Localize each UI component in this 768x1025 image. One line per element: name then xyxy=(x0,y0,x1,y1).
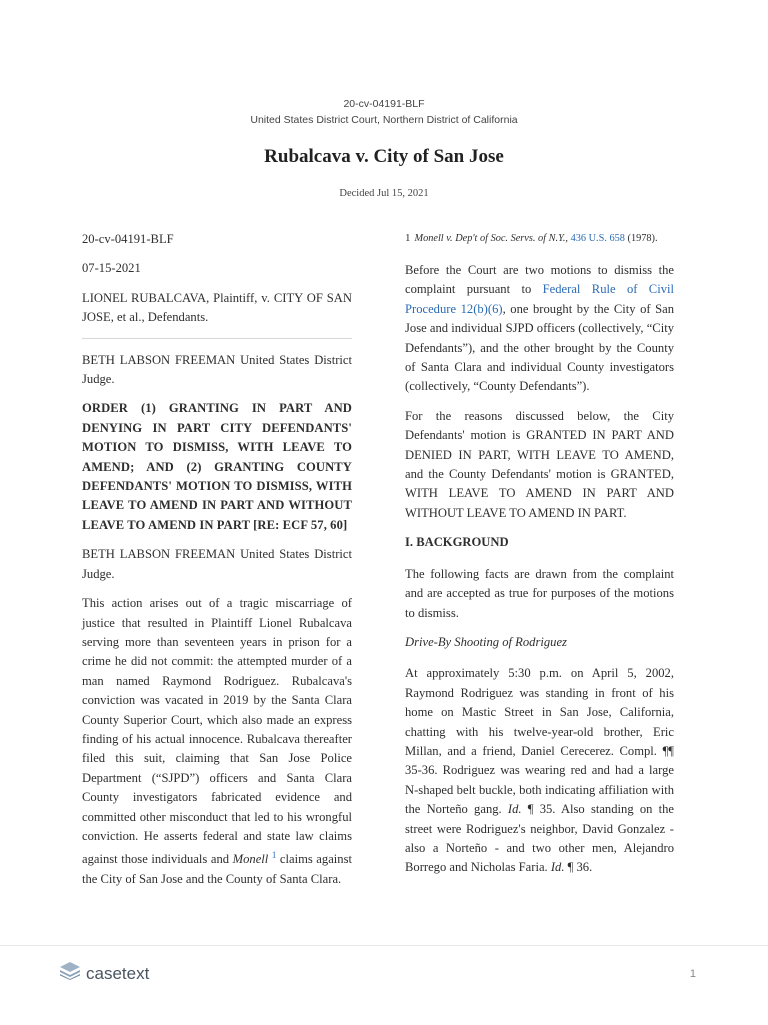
page-footer xyxy=(0,945,768,1025)
intro-text-b: claims against the City of San Jose and the County of Santa Clara. xyxy=(82,852,352,886)
right-column xyxy=(405,230,674,888)
case-title: Rubalcava v. City of San Jose xyxy=(264,146,504,167)
filing-date: 07-15-2021 xyxy=(82,261,141,276)
shooting-text-c: ¶ 36. xyxy=(567,860,593,875)
footnote-citation-link[interactable]: 436 U.S. 658 xyxy=(570,233,625,244)
subheading: Drive-By Shooting of Rodriguez xyxy=(405,634,567,649)
docket-number: 20-cv-04191-BLF xyxy=(82,232,174,246)
id-cite-2: Id. xyxy=(550,860,565,875)
decided-date: Decided Jul 15, 2021 xyxy=(339,188,429,199)
casetext-logo[interactable] xyxy=(60,962,149,985)
id-cite-1: Id. xyxy=(507,802,522,817)
parties: LIONEL RUBALCAVA, Plaintiff, v. CITY OF SAN JOSE, et al., Defendants. xyxy=(82,290,352,325)
header-docket: 20-cv-04191-BLF xyxy=(343,98,425,110)
footnote-case: Monell v. Dep't of Soc. Servs. of N.Y., xyxy=(414,233,568,244)
shooting-paragraph xyxy=(405,664,674,877)
casetext-logo-icon xyxy=(60,962,80,985)
header-court: United States District Court, Northern District of California xyxy=(250,114,518,126)
footnote-1 xyxy=(405,230,674,247)
footnote-ref-1[interactable]: 1 xyxy=(271,850,277,861)
section-heading: I. BACKGROUND xyxy=(405,535,509,550)
motions-paragraph xyxy=(405,261,674,397)
shooting-text-a: At approximately 5:30 p.m. on April 5, 2002, Raymond Rodriguez was standing in front of his home on Mastic Street in San Jose, California, chatting with his twelve-year-old brother, Eric Millan, and a friend, Daniel Cerecerez. Compl. ¶¶ 35-36. Rodriguez was wearing red and had a large N-shaped belt buckle, both indicating affiliation with the Norteño gang. xyxy=(405,666,674,817)
ruling-paragraph: For the reasons discussed below, the City Defendants' motion is GRANTED IN PART AND DENIED IN PART, WITH LEAVE TO AMEND, and the County Defendants' motion is GRANTED, WITH LEAVE TO AMEND IN PART AND WITHOUT LEAVE TO AMEND IN PART. xyxy=(405,408,674,520)
shooting-text-b: ¶ 35. Also standing on the street were Rodriguez's neighbor, David Gonzalez - also a Norteño - and two other men, Alejandro Borrego and Nicholas Faria. xyxy=(405,802,675,875)
brand-name: casetext xyxy=(86,963,150,983)
left-column xyxy=(82,230,352,899)
document-header xyxy=(0,96,768,128)
intro-paragraph xyxy=(82,594,352,889)
footnote-year: (1978). xyxy=(627,233,658,244)
intro-text-a: This action arises out of a tragic miscarriage of justice that resulted in Plaintiff Lionel Rubalcava serving more than seventeen years in prison for a crime he did not commit: the attempted murder of a man named Raymond Rodriguez. Rubalcava's conviction was vacated in 2019 by the Santa Clara County Superior Court, which also made an express finding of his actual innocence. Rubalcava thereafter filed this suit, claiming that San Jose Police Department (“SJPD”) officers and Santa Clara County investigators fabricated evidence and committed other misconduct that led to his wrongful conviction. He asserts federal and state law claims against those individuals and xyxy=(82,596,352,867)
page-number: 1 xyxy=(689,968,696,980)
divider xyxy=(82,338,352,339)
frcp-link[interactable]: Federal Rule of Civil Procedure 12(b)(6) xyxy=(405,282,674,316)
footnote-number: 1 xyxy=(405,232,411,244)
judge-line-2: BETH LABSON FREEMAN United States District Judge. xyxy=(82,547,352,581)
order-title: ORDER (1) GRANTING IN PART AND DENYING IN PART CITY DEFENDANTS' MOTION TO DISMISS, WITH LEAVE TO AMEND; AND (2) GRANTING COUNTY DEFENDANTS' MOTION TO DISMISS, WITH LEAVE TO AMEND IN PART AND WITHOUT LEAVE TO AMEND IN PART [RE: ECF 57, 60] xyxy=(82,401,352,532)
judge-line: BETH LABSON FREEMAN United States District Judge. xyxy=(82,352,352,387)
monell-ref: Monell xyxy=(232,852,269,867)
facts-paragraph: The following facts are drawn from the complaint and are accepted as true for purposes of the motions to dismiss. xyxy=(405,566,674,620)
motions-text-b: , one brought by the City of San Jose and individual SJPD officers (collectively, “City Defendants”), and the other brought by the County of Santa Clara and individual County investigators (collectively, “County Defendants”). xyxy=(405,301,674,394)
motions-text-a: Before the Court are two motions to dismiss the complaint pursuant to xyxy=(405,263,674,297)
